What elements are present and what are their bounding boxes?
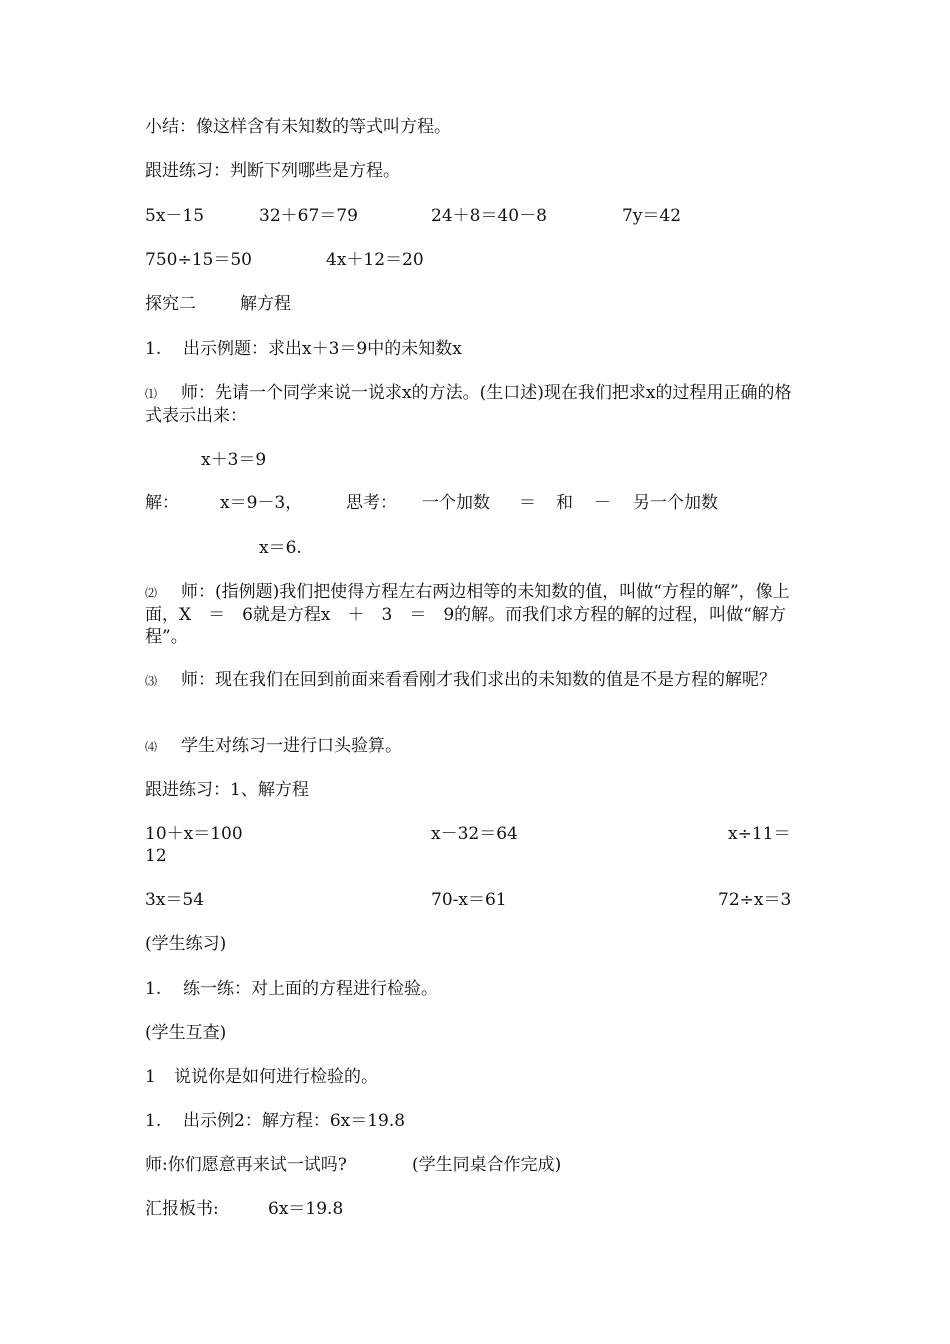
solution-step: x＝9－3， bbox=[220, 493, 303, 513]
solution-result: x＝6. bbox=[259, 538, 302, 558]
practice2-item: 3x＝54 bbox=[145, 890, 205, 910]
rule-term: ＝ bbox=[519, 493, 536, 513]
rule-term: 一个加数 bbox=[422, 493, 490, 513]
rule-term: 另一个加数 bbox=[633, 493, 718, 513]
practice2-item: 10＋x＝100 bbox=[145, 824, 243, 844]
explore2-title: 解方程 bbox=[240, 294, 291, 314]
practice1-item: 32＋67＝79 bbox=[259, 206, 358, 226]
practice1-item: 7y＝42 bbox=[622, 206, 682, 226]
step4-paragraph bbox=[145, 735, 797, 758]
practice1-item: 4x＋12＝20 bbox=[326, 250, 424, 270]
step-marker: ⑴ bbox=[145, 387, 158, 401]
report-equation: 6x＝19.8 bbox=[268, 1199, 344, 1219]
example2-text: 出示例2：解方程：6x＝19.8 bbox=[183, 1111, 406, 1131]
practice2-title: 跟进练习：1、解方程 bbox=[145, 780, 309, 800]
practice1-item: 24＋8＝40－8 bbox=[431, 206, 547, 226]
step2-text: 师：(指例题)我们把使得方程左右两边相等的未知数的值，叫做“方程的解”，像上面，X ＝ 6就是方程x ＋ 3 ＝ 9的解。而我们求方程的解的过程，叫做“解方程”。 bbox=[145, 582, 790, 647]
student-practice-note: (学生练习) bbox=[145, 934, 227, 954]
teacher-question-note: (学生同桌合作完成) bbox=[412, 1155, 562, 1175]
peer-check-note: (学生互查) bbox=[145, 1023, 227, 1043]
practice1-item: 5x－15 bbox=[145, 206, 205, 226]
solution-label: 解： bbox=[145, 493, 179, 513]
practice2-item: 70-x＝61 bbox=[431, 890, 507, 910]
practice2-item: 12 bbox=[145, 846, 167, 866]
step-marker: ⑷ bbox=[145, 740, 158, 754]
practice2-item: 72÷x＝3 bbox=[718, 890, 792, 910]
practice1-item: 750÷15＝50 bbox=[145, 250, 252, 270]
explain-number: 1 bbox=[145, 1067, 156, 1087]
example1-number: 1. bbox=[145, 339, 162, 359]
step2-paragraph bbox=[145, 581, 797, 648]
check-number: 1. bbox=[145, 979, 162, 999]
rule-term: 和 bbox=[556, 493, 573, 513]
teacher-question: 师:你们愿意再来试一试吗? bbox=[145, 1155, 347, 1175]
step4-text: 学生对练习一进行口头验算。 bbox=[181, 736, 403, 756]
example1-text: 出示例题：求出x＋3＝9中的未知数x bbox=[183, 339, 462, 359]
step-marker: ⑵ bbox=[145, 586, 158, 600]
step3-paragraph bbox=[145, 669, 797, 692]
explain-text: 说说你是如何进行检验的。 bbox=[174, 1067, 378, 1087]
explore2-label: 探究二 bbox=[145, 294, 196, 314]
example2-number: 1. bbox=[145, 1111, 162, 1131]
think-label: 思考： bbox=[346, 493, 397, 513]
rule-term: － bbox=[594, 493, 611, 513]
step1-text: 师：先请一个同学来说一说求x的方法。(生口述)现在我们把求x的过程用正确的格式表示出来： bbox=[145, 383, 792, 426]
step-marker: ⑶ bbox=[145, 674, 158, 688]
step3-text: 师：现在我们在回到前面来看看刚才我们求出的未知数的值是不是方程的解呢？ bbox=[181, 670, 777, 690]
solution-equation: x＋3＝9 bbox=[201, 450, 267, 470]
practice2-item: x÷11＝ bbox=[728, 824, 791, 844]
practice2-item: x－32＝64 bbox=[431, 824, 518, 844]
summary-line: 小结：像这样含有未知数的等式叫方程。 bbox=[145, 117, 451, 137]
step1-paragraph bbox=[145, 382, 797, 427]
check-text: 练一练：对上面的方程进行检验。 bbox=[183, 979, 438, 999]
report-label: 汇报板书: bbox=[145, 1199, 219, 1219]
practice1-title: 跟进练习：判断下列哪些是方程。 bbox=[145, 161, 400, 181]
